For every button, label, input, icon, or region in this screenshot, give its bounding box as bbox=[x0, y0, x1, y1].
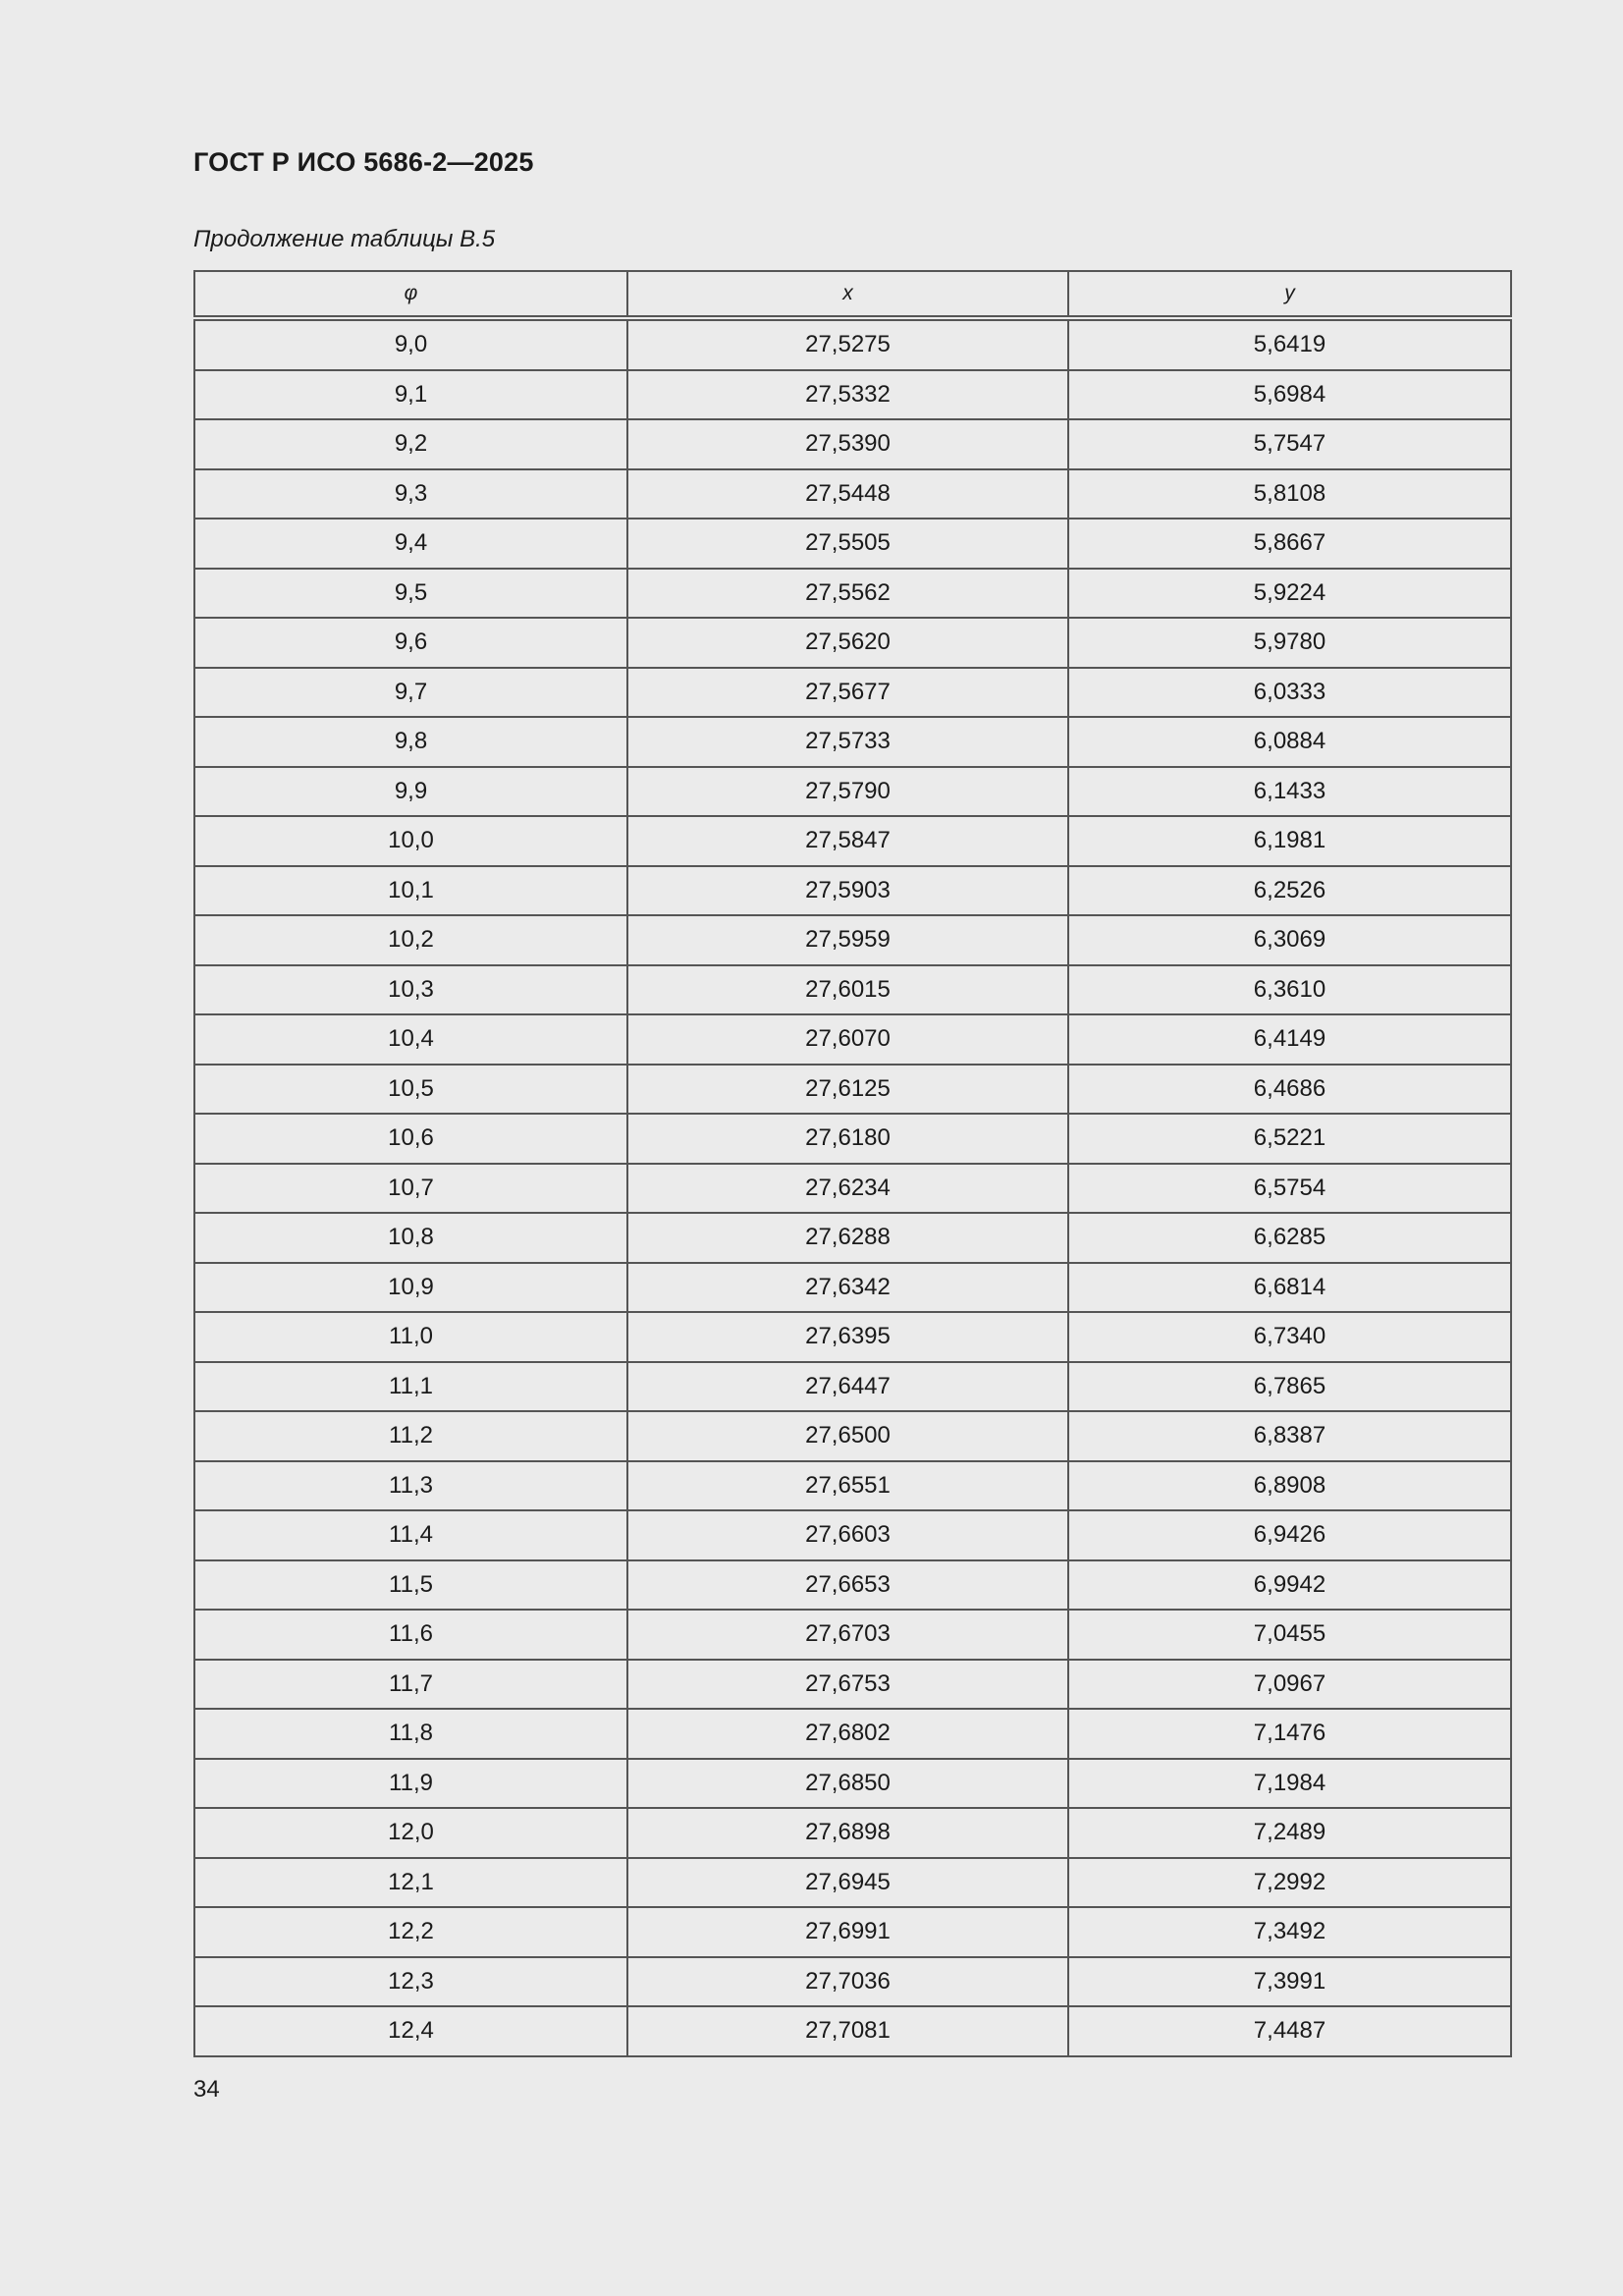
cell-phi: 12,0 bbox=[194, 1808, 627, 1858]
table-body bbox=[194, 318, 1511, 2056]
cell-x: 27,5677 bbox=[627, 668, 1068, 718]
table-row bbox=[194, 1759, 1511, 1809]
cell-phi: 9,3 bbox=[194, 469, 627, 519]
cell-x: 27,5903 bbox=[627, 866, 1068, 916]
cell-phi: 9,7 bbox=[194, 668, 627, 718]
cell-phi: 11,2 bbox=[194, 1411, 627, 1461]
cell-phi: 11,4 bbox=[194, 1510, 627, 1560]
cell-x: 27,6500 bbox=[627, 1411, 1068, 1461]
table-row bbox=[194, 1808, 1511, 1858]
cell-x: 27,5505 bbox=[627, 519, 1068, 569]
cell-y: 5,6419 bbox=[1068, 318, 1511, 370]
cell-phi: 10,4 bbox=[194, 1014, 627, 1065]
cell-y: 7,3492 bbox=[1068, 1907, 1511, 1957]
cell-phi: 9,5 bbox=[194, 569, 627, 619]
cell-phi: 11,0 bbox=[194, 1312, 627, 1362]
table-row bbox=[194, 1312, 1511, 1362]
cell-x: 27,5275 bbox=[627, 318, 1068, 370]
cell-phi: 11,3 bbox=[194, 1461, 627, 1511]
cell-x: 27,6850 bbox=[627, 1759, 1068, 1809]
cell-y: 7,3991 bbox=[1068, 1957, 1511, 2007]
cell-y: 6,3069 bbox=[1068, 915, 1511, 965]
table-row bbox=[194, 469, 1511, 519]
cell-phi: 10,3 bbox=[194, 965, 627, 1015]
table-row bbox=[194, 965, 1511, 1015]
cell-y: 6,4686 bbox=[1068, 1065, 1511, 1115]
cell-y: 6,5754 bbox=[1068, 1164, 1511, 1214]
cell-y: 6,2526 bbox=[1068, 866, 1511, 916]
table-row bbox=[194, 1263, 1511, 1313]
cell-phi: 9,9 bbox=[194, 767, 627, 817]
table-row bbox=[194, 419, 1511, 469]
cell-x: 27,5790 bbox=[627, 767, 1068, 817]
cell-x: 27,5448 bbox=[627, 469, 1068, 519]
cell-phi: 10,0 bbox=[194, 816, 627, 866]
table-row bbox=[194, 1065, 1511, 1115]
table-row bbox=[194, 816, 1511, 866]
cell-y: 5,6984 bbox=[1068, 370, 1511, 420]
column-header-x: x bbox=[627, 271, 1068, 318]
table-row bbox=[194, 1362, 1511, 1412]
cell-y: 6,8908 bbox=[1068, 1461, 1511, 1511]
table-row bbox=[194, 1510, 1511, 1560]
cell-y: 6,7865 bbox=[1068, 1362, 1511, 1412]
cell-x: 27,7081 bbox=[627, 2006, 1068, 2056]
table-row bbox=[194, 1858, 1511, 1908]
cell-x: 27,5332 bbox=[627, 370, 1068, 420]
cell-x: 27,7036 bbox=[627, 1957, 1068, 2007]
cell-x: 27,5959 bbox=[627, 915, 1068, 965]
cell-y: 6,7340 bbox=[1068, 1312, 1511, 1362]
cell-phi: 12,3 bbox=[194, 1957, 627, 2007]
cell-y: 7,4487 bbox=[1068, 2006, 1511, 2056]
cell-y: 5,7547 bbox=[1068, 419, 1511, 469]
table-row bbox=[194, 1164, 1511, 1214]
table-row bbox=[194, 569, 1511, 619]
cell-x: 27,6070 bbox=[627, 1014, 1068, 1065]
cell-x: 27,6603 bbox=[627, 1510, 1068, 1560]
cell-y: 6,4149 bbox=[1068, 1014, 1511, 1065]
cell-x: 27,6395 bbox=[627, 1312, 1068, 1362]
cell-y: 7,0455 bbox=[1068, 1610, 1511, 1660]
table-row bbox=[194, 1213, 1511, 1263]
cell-phi: 9,6 bbox=[194, 618, 627, 668]
table-row bbox=[194, 1560, 1511, 1611]
cell-phi: 9,0 bbox=[194, 318, 627, 370]
cell-y: 7,2992 bbox=[1068, 1858, 1511, 1908]
cell-x: 27,5847 bbox=[627, 816, 1068, 866]
table-row bbox=[194, 1014, 1511, 1065]
table-row bbox=[194, 717, 1511, 767]
table-row bbox=[194, 1411, 1511, 1461]
cell-phi: 11,8 bbox=[194, 1709, 627, 1759]
column-header-y: y bbox=[1068, 271, 1511, 318]
cell-y: 7,1476 bbox=[1068, 1709, 1511, 1759]
cell-phi: 10,8 bbox=[194, 1213, 627, 1263]
cell-x: 27,5620 bbox=[627, 618, 1068, 668]
cell-y: 6,6285 bbox=[1068, 1213, 1511, 1263]
cell-x: 27,6703 bbox=[627, 1610, 1068, 1660]
cell-x: 27,6753 bbox=[627, 1660, 1068, 1710]
table-row bbox=[194, 1957, 1511, 2007]
cell-x: 27,6125 bbox=[627, 1065, 1068, 1115]
cell-phi: 10,6 bbox=[194, 1114, 627, 1164]
cell-x: 27,6015 bbox=[627, 965, 1068, 1015]
cell-phi: 10,5 bbox=[194, 1065, 627, 1115]
cell-phi: 11,7 bbox=[194, 1660, 627, 1710]
cell-phi: 11,1 bbox=[194, 1362, 627, 1412]
table-row bbox=[194, 1114, 1511, 1164]
cell-phi: 9,8 bbox=[194, 717, 627, 767]
cell-x: 27,6180 bbox=[627, 1114, 1068, 1164]
cell-y: 6,9942 bbox=[1068, 1560, 1511, 1611]
cell-y: 6,1433 bbox=[1068, 767, 1511, 817]
cell-y: 5,9224 bbox=[1068, 569, 1511, 619]
cell-y: 5,9780 bbox=[1068, 618, 1511, 668]
cell-phi: 10,7 bbox=[194, 1164, 627, 1214]
table-row bbox=[194, 370, 1511, 420]
table-row bbox=[194, 519, 1511, 569]
cell-y: 7,2489 bbox=[1068, 1808, 1511, 1858]
cell-phi: 11,9 bbox=[194, 1759, 627, 1809]
data-table bbox=[193, 270, 1512, 2057]
cell-phi: 11,5 bbox=[194, 1560, 627, 1611]
cell-y: 5,8108 bbox=[1068, 469, 1511, 519]
table-row bbox=[194, 2006, 1511, 2056]
cell-y: 6,6814 bbox=[1068, 1263, 1511, 1313]
cell-x: 27,6802 bbox=[627, 1709, 1068, 1759]
cell-phi: 12,1 bbox=[194, 1858, 627, 1908]
cell-x: 27,5390 bbox=[627, 419, 1068, 469]
cell-x: 27,5562 bbox=[627, 569, 1068, 619]
cell-x: 27,6898 bbox=[627, 1808, 1068, 1858]
table-header bbox=[194, 271, 1511, 318]
document-header: ГОСТ Р ИСО 5686-2—2025 bbox=[193, 147, 534, 177]
cell-y: 6,8387 bbox=[1068, 1411, 1511, 1461]
table-row bbox=[194, 1660, 1511, 1710]
cell-x: 27,6447 bbox=[627, 1362, 1068, 1412]
header-row bbox=[194, 271, 1511, 318]
cell-x: 27,5733 bbox=[627, 717, 1068, 767]
table-row bbox=[194, 767, 1511, 817]
cell-y: 6,0333 bbox=[1068, 668, 1511, 718]
cell-phi: 10,9 bbox=[194, 1263, 627, 1313]
cell-y: 7,1984 bbox=[1068, 1759, 1511, 1809]
cell-phi: 11,6 bbox=[194, 1610, 627, 1660]
cell-phi: 10,1 bbox=[194, 866, 627, 916]
cell-y: 5,8667 bbox=[1068, 519, 1511, 569]
cell-y: 6,3610 bbox=[1068, 965, 1511, 1015]
table-caption: Продолжение таблицы В.5 bbox=[193, 226, 496, 252]
cell-x: 27,6234 bbox=[627, 1164, 1068, 1214]
cell-phi: 12,4 bbox=[194, 2006, 627, 2056]
table-row bbox=[194, 1610, 1511, 1660]
cell-phi: 12,2 bbox=[194, 1907, 627, 1957]
cell-y: 6,9426 bbox=[1068, 1510, 1511, 1560]
cell-phi: 9,2 bbox=[194, 419, 627, 469]
table-row bbox=[194, 866, 1511, 916]
table-row bbox=[194, 1907, 1511, 1957]
cell-x: 27,6342 bbox=[627, 1263, 1068, 1313]
table-row bbox=[194, 318, 1511, 370]
table-row bbox=[194, 915, 1511, 965]
table-row bbox=[194, 1709, 1511, 1759]
column-header-phi: φ bbox=[194, 271, 627, 318]
page-number: 34 bbox=[193, 2076, 220, 2103]
cell-phi: 9,1 bbox=[194, 370, 627, 420]
cell-x: 27,6288 bbox=[627, 1213, 1068, 1263]
table-row bbox=[194, 618, 1511, 668]
cell-phi: 9,4 bbox=[194, 519, 627, 569]
cell-x: 27,6653 bbox=[627, 1560, 1068, 1611]
cell-x: 27,6991 bbox=[627, 1907, 1068, 1957]
cell-y: 6,1981 bbox=[1068, 816, 1511, 866]
table-row bbox=[194, 668, 1511, 718]
cell-y: 6,5221 bbox=[1068, 1114, 1511, 1164]
table-row bbox=[194, 1461, 1511, 1511]
cell-x: 27,6945 bbox=[627, 1858, 1068, 1908]
cell-y: 6,0884 bbox=[1068, 717, 1511, 767]
cell-phi: 10,2 bbox=[194, 915, 627, 965]
cell-y: 7,0967 bbox=[1068, 1660, 1511, 1710]
cell-x: 27,6551 bbox=[627, 1461, 1068, 1511]
